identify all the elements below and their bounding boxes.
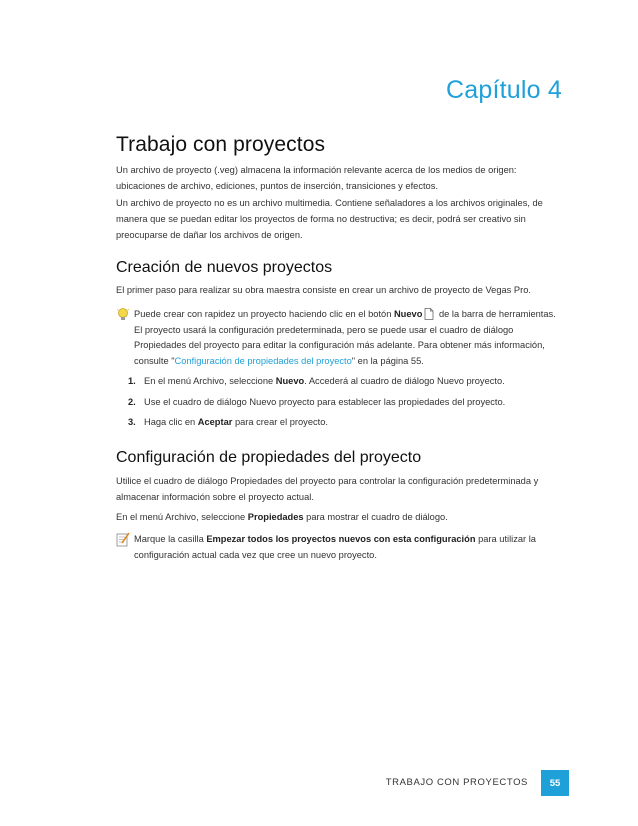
chapter-title: Capítulo 4 [446, 76, 562, 104]
notepad-pencil-icon [116, 532, 130, 548]
page-title: Trabajo con proyectos [116, 133, 326, 156]
intro-paragraph-1: Un archivo de proyecto (.veg) almacena la información relevante acerca de los medios de origen: ubicaciones de archivo, ediciones, puntos de inserción, transiciones y efectos. [116, 165, 517, 191]
intro-paragraph-2: Un archivo de proyecto no es un archivo multimedia. Contiene señaladores a los archivos originales, de manera que se puedan editar los proyectos de forma no destructiva; es decir, podrá ser creativo sin preocuparse de dañar los archivos de origen. [116, 198, 543, 240]
section2-paragraph-1: Utilice el cuadro de diálogo Propiedades del proyecto para controlar la configuración predeterminada y almacenar información sobre el proyecto actual. [116, 476, 539, 502]
tip-text: Puede crear con rapidez un proyecto haciendo clic en el botón Nuevo de la barra de herramientas. El proyecto usará la configuración predeterminada, pero se puede usar el cuadro de diálogo Propiedades del proyecto para editar la configuración más adelante. Para obtener más información, consulte "Configuración de propiedades del proyecto" en la página 55. [134, 309, 556, 366]
step-item: 1. En el menú Archivo, seleccione Nuevo. Accederá al cuadro de diálogo Nuevo proyecto. [128, 376, 505, 386]
step-item: 2. Use el cuadro de diálogo Nuevo proyecto para establecer las propiedades del proyecto. [128, 397, 506, 407]
section-heading-new-projects: Creación de nuevos proyectos [116, 259, 333, 276]
section-heading-project-properties: Configuración de propiedades del proyecto [116, 449, 422, 466]
nuevo-label: Nuevo [393, 309, 423, 319]
new-document-icon [424, 308, 434, 320]
step-item: 3. Haga clic en Aceptar para crear el proyecto. [128, 417, 328, 427]
note-text: Marque la casilla Empezar todos los proyectos nuevos con esta configuración para utilizar la configuración actual cada vez que cree un nuevo proyecto. [134, 534, 536, 560]
page-number-badge: 55 [541, 770, 569, 796]
running-head: TRABAJO CON PROYECTOS [385, 777, 528, 788]
section1-paragraph: El primer paso para realizar su obra maestra consiste en crear un archivo de proyecto de Vegas Pro. [116, 285, 531, 295]
link-project-properties[interactable]: Configuración de propiedades del proyecto [174, 355, 352, 366]
lightbulb-icon [116, 307, 130, 323]
section2-paragraph-2: En el menú Archivo, seleccione Propiedades para mostrar el cuadro de diálogo. [116, 512, 448, 522]
